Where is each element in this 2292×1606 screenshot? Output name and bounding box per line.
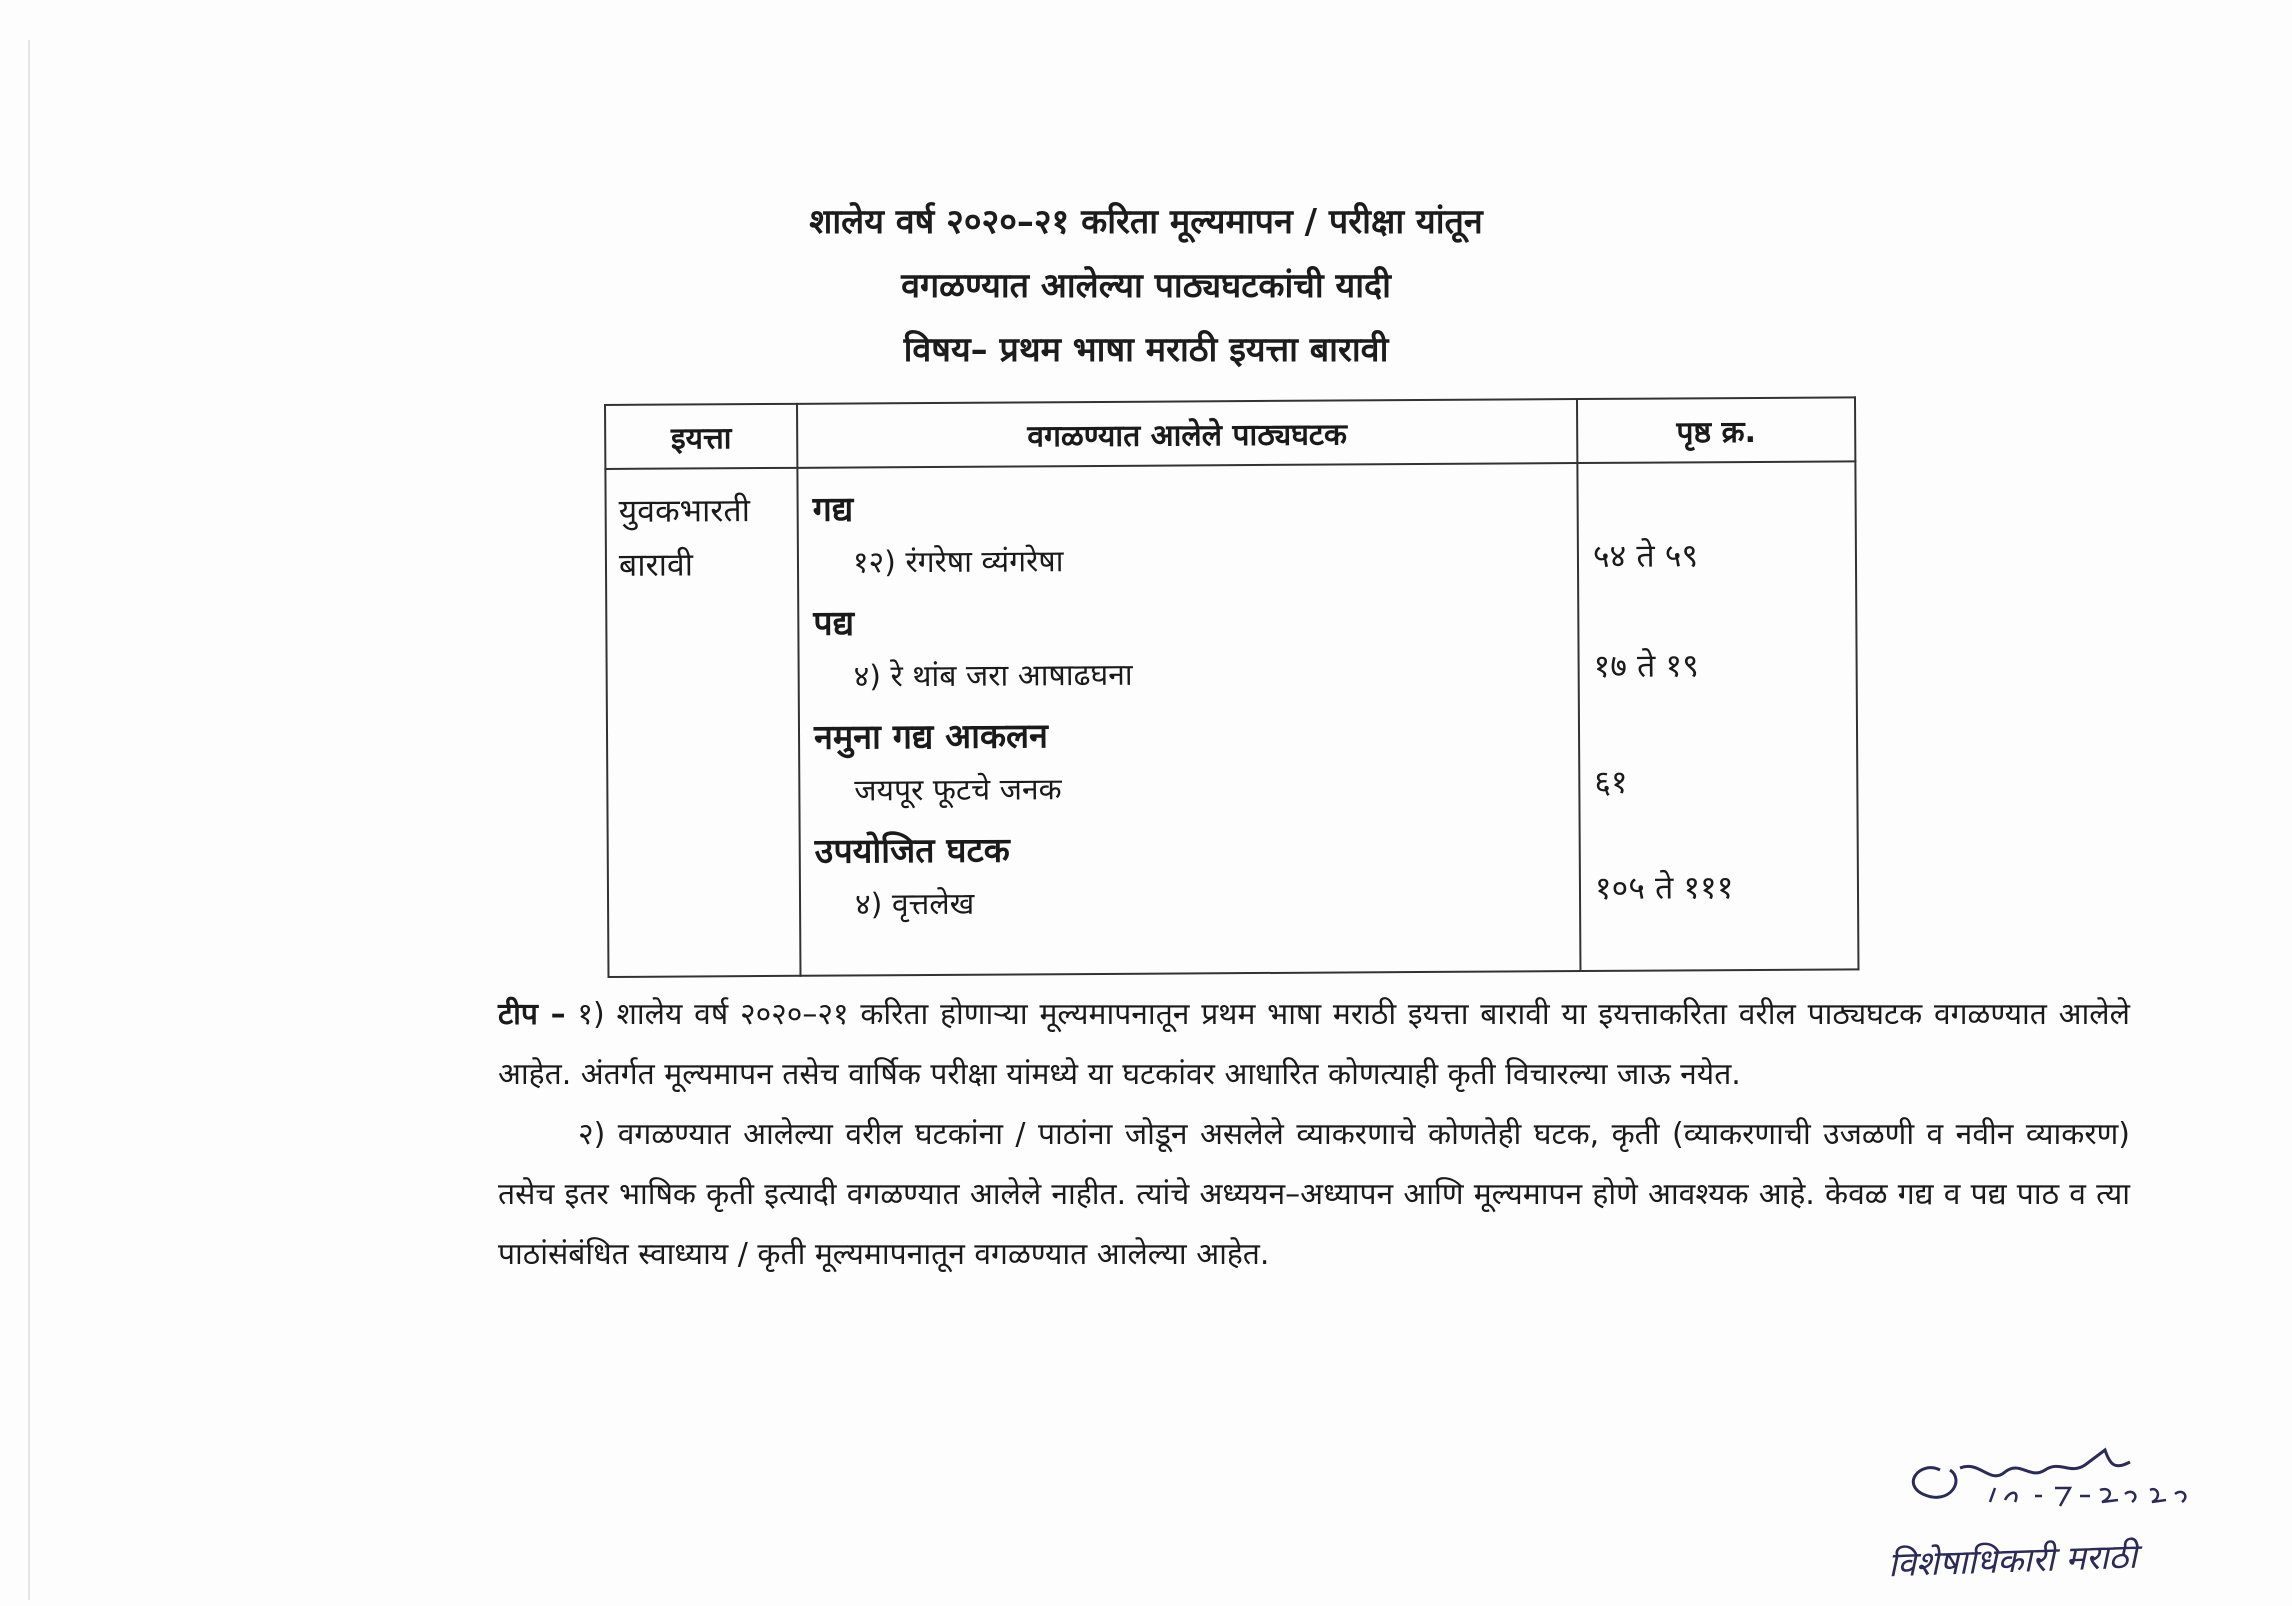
excluded-units-table	[604, 396, 1859, 978]
table-header-row	[605, 397, 1855, 469]
section-heading: गद्य	[812, 489, 854, 530]
standard-class: बारावी	[618, 545, 694, 584]
notes-section	[498, 985, 2130, 1285]
page-ref-applied: १०५ ते १११	[1594, 868, 1734, 907]
section-item: ४) वृत्तलेख	[854, 886, 975, 923]
section-heading: नमुना गद्य आकलन	[813, 716, 1049, 758]
signatory-designation: विशेषाधिकारी मराठी	[1887, 1536, 2138, 1586]
note-1	[498, 985, 2130, 1105]
header-page-number: पृष्ठ क्र.	[1577, 397, 1855, 463]
note-2: २) वगळण्यात आलेल्या वरील घटकांना / पाठांना जोडून असलेले व्याकरणाचे कोणतेही घटक, कृती (व्याकरणाची उजळणी व नवीन व्याकरण) तसेच इतर भाषिक कृती इत्यादी वगळण्यात आलेले नाहीत. त्यांचे अध्ययन–अध्यापन आणि मूल्यमापन होणे आवश्यक आहे. केवळ गद्य व पद्य पाठ व त्या पाठांसंबंधित स्वाध्याय / कृती मूल्यमापनातून वगळण्यात आलेल्या आहेत.	[498, 1117, 2130, 1272]
page-numbers-cell	[1577, 461, 1858, 971]
heading-line-3: विषय– प्रथम भाषा मराठी इयत्ता बारावी	[903, 330, 1389, 370]
document-headings	[0, 190, 2292, 382]
table-row	[605, 461, 1858, 977]
page-ref-prose: ५४ ते ५९	[1592, 536, 1699, 575]
section-item: जयपूर फूटचे जनक	[854, 772, 1062, 809]
section-applied	[815, 820, 1580, 933]
section-heading: उपयोजित घटक	[814, 830, 1010, 872]
note-1-text: १) शालेय वर्ष २०२०–२१ करिता होणाऱ्या मूल्यमापनातून प्रथम भाषा मराठी इयत्ता बारावी या इयत्ताकरिता वरील पाठ्यघटक वगळण्यात आलेले आहेत. अंतर्गत मूल्यमापन तसेच वार्षिक परीक्षा यांमध्ये या घटकांवर आधारित कोणत्याही कृती विचारल्या जाऊ नयेत.	[498, 997, 2130, 1092]
section-item: १२) रंगरेषा व्यंगरेषा	[852, 544, 1064, 581]
heading-line-2: वगळण्यात आलेल्या पाठ्यघटकांची यादी	[901, 266, 1391, 306]
page-ref-comprehension: ६१	[1594, 762, 1628, 801]
section-prose	[812, 478, 1577, 591]
header-excluded-units: वगळण्यात आलेले पाठ्यघटक	[797, 399, 1577, 468]
note-label: टीप –	[498, 997, 566, 1032]
section-item: ४) रे थांब जरा आषाढघना	[853, 657, 1133, 695]
heading-line-1: शालेय वर्ष २०२०–२१ करिता मूल्यमापन / परीक्षा यांतून	[809, 202, 1483, 242]
page-ref-poetry: १७ ते १९	[1593, 646, 1699, 685]
section-comprehension	[814, 706, 1579, 819]
section-heading: पद्य	[813, 603, 855, 644]
header-standard: इयत्ता	[605, 404, 797, 469]
units-cell	[797, 463, 1580, 976]
section-poetry	[813, 592, 1578, 705]
standard-book-name: युवकभारती	[618, 491, 751, 530]
standard-cell	[605, 468, 800, 977]
